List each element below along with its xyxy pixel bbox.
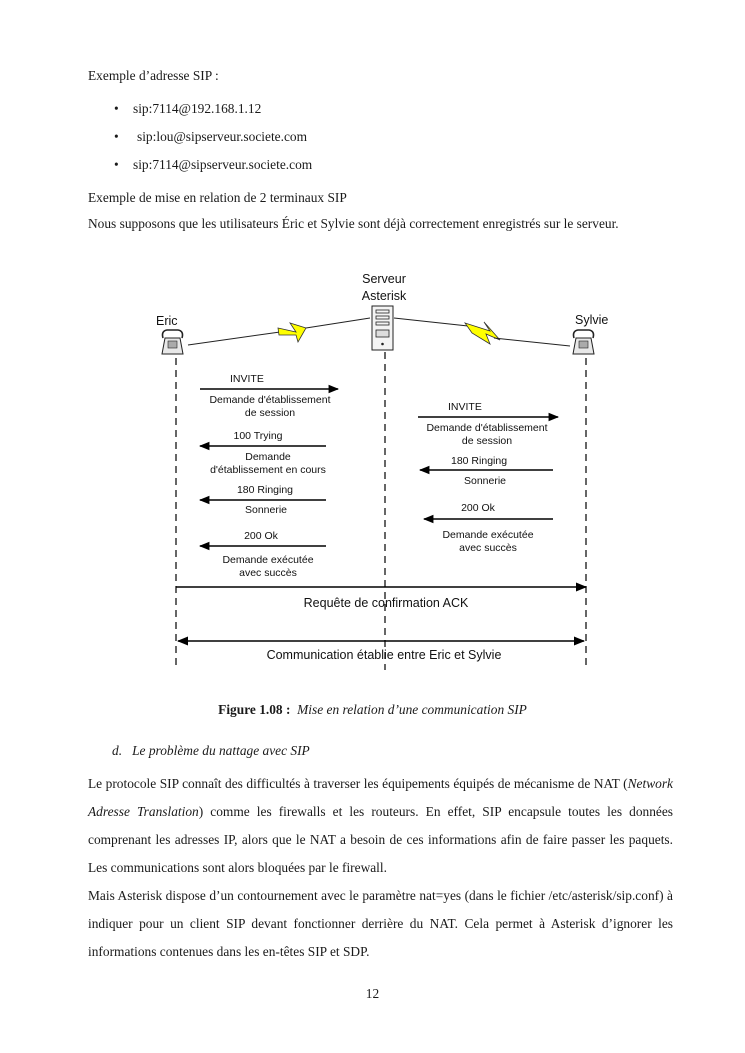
sylvie-phone-icon xyxy=(573,330,594,354)
right-ringing-label: 180 Ringing xyxy=(451,455,508,467)
sip-address-heading: Exemple d’adresse SIP : xyxy=(88,68,219,83)
nat-term: Network Adresse Translation xyxy=(88,776,673,819)
sip-address-3: sip:7114@sipserveur.societe.com xyxy=(133,157,313,172)
right-invite-desc1: Demande d'établissement xyxy=(426,422,548,434)
sip-address-1: sip:7114@192.168.1.12 xyxy=(133,101,262,116)
assumption-line: Nous supposons que les utilisateurs Éric et Sylvie sont déjà correctement enregistrés sur le serveur. xyxy=(88,216,619,231)
left-trying-desc2: d'établissement en cours xyxy=(210,464,326,476)
left-ringing-desc: Sonnerie xyxy=(244,504,288,516)
right-lightning-link xyxy=(394,318,570,346)
sylvie-label: Sylvie xyxy=(575,313,609,327)
page-number: 12 xyxy=(365,986,380,1001)
bullet-icon: • xyxy=(114,101,119,116)
left-lightning-link xyxy=(188,318,370,345)
left-invite-label: INVITE xyxy=(230,373,264,385)
figure-caption-label: Figure 1.08 : xyxy=(218,702,291,717)
sip-address-2: sip:lou@sipserveur.societe.com xyxy=(137,129,308,144)
left-trying-desc1: Demande xyxy=(245,451,291,463)
bullet-icon: • xyxy=(114,129,119,144)
left-trying-label: 100 Trying xyxy=(233,430,283,442)
left-invite-desc1: Demande d'établissement xyxy=(209,394,331,406)
server-icon xyxy=(372,306,393,350)
sip-sequence-diagram xyxy=(148,268,609,678)
bullet-icon: • xyxy=(114,157,119,172)
right-ok-desc2: avec succès xyxy=(459,542,517,554)
ack-label: Requête de confirmation ACK xyxy=(303,596,469,610)
right-invite-desc2: de session xyxy=(461,435,513,447)
right-ok-label: 200 Ok xyxy=(461,502,495,514)
example-line: Exemple de mise en relation de 2 terminaux SIP xyxy=(88,190,347,205)
left-ringing-label: 180 Ringing xyxy=(236,484,294,496)
right-ok-desc1: Demande exécutée xyxy=(442,529,534,541)
left-ok-desc1: Demande exécutée xyxy=(222,554,314,566)
server-label-line2: Asterisk xyxy=(361,289,407,303)
figure-caption xyxy=(0,702,745,718)
established-label: Communication établie entre Eric et Sylvie xyxy=(266,648,502,662)
left-invite-desc2: de session xyxy=(244,407,296,419)
server-label-line1: Serveur xyxy=(362,272,406,286)
right-ringing-desc: Sonnerie xyxy=(463,475,507,487)
left-ok-desc2: avec succès xyxy=(239,567,297,579)
eric-phone-icon xyxy=(162,330,183,354)
nat-paragraph: Le protocole SIP connaît des difficultés à traverser les équipements équipés de mécanisme de NAT (Network Adresse Translation) comme les firewalls et les routeurs. En effet, SIP encapsule toutes les données comprenant les adresses IP, alors que le NAT a besoin de ces informations afin de faire passer les paquets. Les communications sont alors bloquées par le firewall. xyxy=(88,776,673,875)
asterisk-paragraph: Mais Asterisk dispose d’un contournement avec le paramètre nat=yes (dans le fichier /etc/asterisk/sip.conf) à indiquer pour un client SIP devant fonctionner derrière du NAT. Cela permet à Asterisk d’ignorer les informations contenues dans les en-têtes SIP et SDP. xyxy=(88,888,673,959)
figure-caption-text: Mise en relation d’une communication SIP xyxy=(297,702,527,717)
left-ok-label: 200 Ok xyxy=(244,530,278,542)
right-invite-label: INVITE xyxy=(448,401,482,413)
section-heading: d. Le problème du nattage avec SIP xyxy=(112,743,310,758)
eric-label: Eric xyxy=(156,314,178,328)
